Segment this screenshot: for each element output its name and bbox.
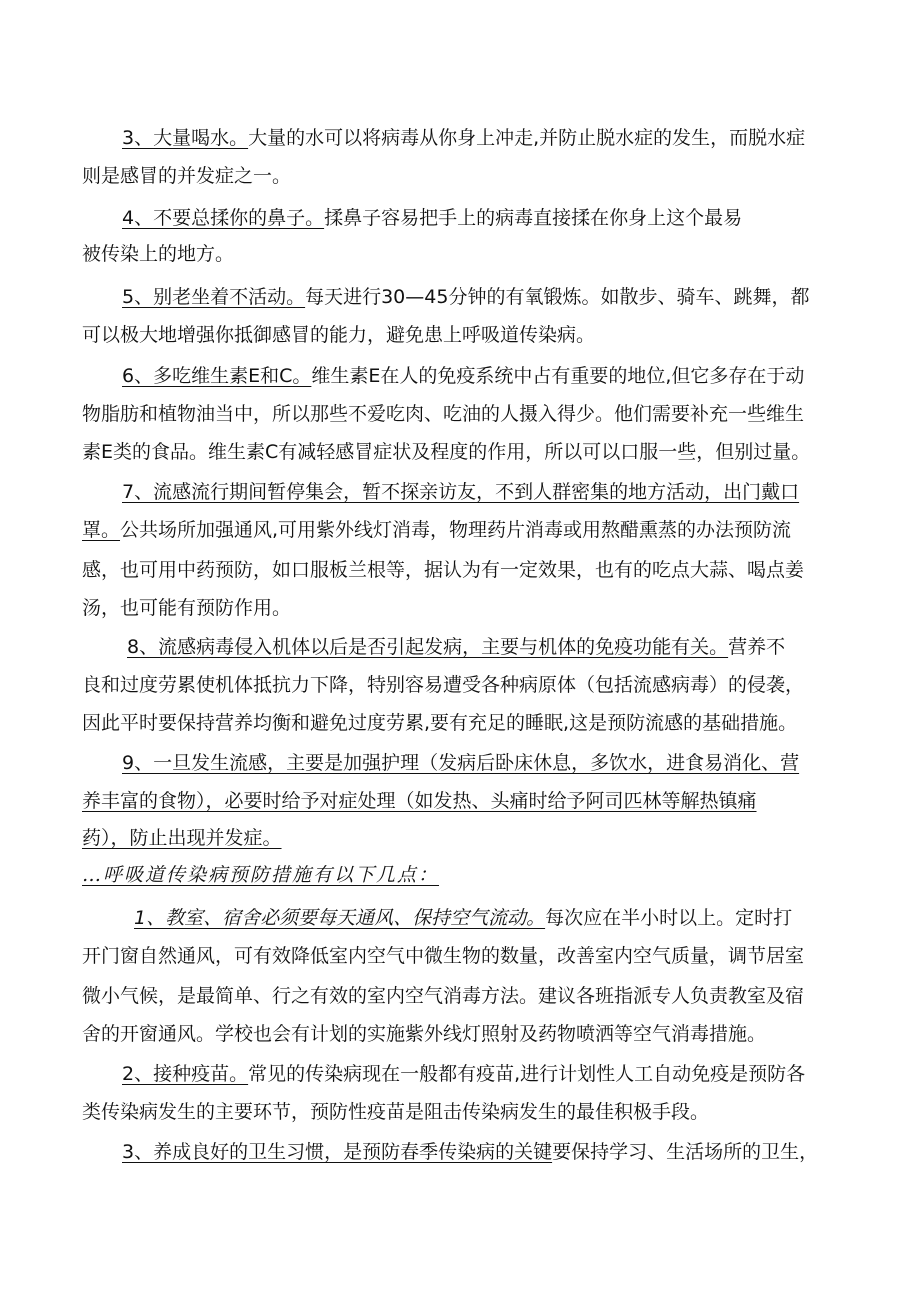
section-heading <box>82 862 439 890</box>
text-line <box>122 1061 805 1089</box>
text-line <box>82 401 804 429</box>
underlined-text: 3、养成良好的卫生习惯，是预防春季传染病的关键 <box>122 1141 553 1163</box>
body-text: 公共场所加强通风,可用紫外线灯消毒，物理药片消毒或用熬醋熏蒸的办法预防流 <box>120 519 792 541</box>
text-line <box>82 825 282 853</box>
underlined-text: 1、教室、宿舍必须要每天通风、保持空气流动。 <box>134 907 546 929</box>
body-text: 大量的水可以将病毒从你身上冲走,并防止脱水症的发生，而脱水症 <box>248 127 806 149</box>
underlined-text: …呼吸道传染病预防措施有以下几点： <box>82 864 440 886</box>
body-text: 常见的传染病现在一般都有疫苗,进行计划性人工自动免疫是预防各 <box>248 1063 806 1085</box>
body-text: 则是感冒的并发症之一。 <box>82 165 292 187</box>
underlined-text: 2、接种疫苗。 <box>122 1063 249 1085</box>
body-text: 汤，也可能有预防作用。 <box>82 597 292 619</box>
text-line <box>82 710 797 738</box>
body-text: 微小气候，是最简单、行之有效的室内空气消毒方法。建议各班指派专人负责教室及宿 <box>82 985 805 1007</box>
text-line <box>122 205 742 233</box>
body-text: 要保持学习、生活场所的卫生， <box>552 1141 819 1163</box>
body-text: 舍的开窗通风。学校也会有计划的实施紫外线灯照射及药物喷洒等空气消毒措施。 <box>82 1023 767 1045</box>
text-line <box>122 479 799 507</box>
text-line <box>82 788 757 816</box>
text-line <box>82 943 804 971</box>
underlined-text: 8、流感病毒侵入机体以后是否引起发病，主要与机体的免疫功能有关。 <box>127 636 729 658</box>
text-line <box>122 750 799 778</box>
text-line <box>82 439 810 467</box>
body-text: 营养不 <box>728 636 786 658</box>
underlined-text: 4、不要总揉你的鼻子。 <box>122 207 325 229</box>
text-line <box>82 1099 709 1127</box>
body-text: 物脂肪和植物油当中，所以那些不爱吃肉、吃油的人摄入得少。他们需要补充一些维生 <box>82 403 805 425</box>
text-line <box>122 125 805 153</box>
underlined-text: 9、一旦发生流感，主要是加强护理（发病后卧床休息，多饮水，进食易消化、营 <box>122 752 800 774</box>
underlined-text: 养丰富的食物），必要时给予对症处理（如发热、头痛时给予阿司匹林等解热镇痛 <box>82 790 757 812</box>
text-line <box>127 634 785 662</box>
text-line <box>82 1021 766 1049</box>
underlined-text: 7、流感流行期间暂停集会，暂不探亲访友，不到人群密集的地方活动，出门戴口 <box>122 481 800 503</box>
body-text: 可以极大地增强你抵御感冒的能力，避免患上呼吸道传染病。 <box>82 324 596 346</box>
text-line <box>82 672 804 700</box>
text-line <box>82 595 291 623</box>
body-text: 维生素E在人的免疫系统中占有重要的地位,但它多存在于动 <box>311 365 805 387</box>
text-line <box>82 557 804 585</box>
text-line <box>82 163 291 191</box>
body-text: 被传染上的地方。 <box>82 243 235 265</box>
underlined-text: 5、别老坐着不活动。 <box>122 286 306 308</box>
text-line <box>82 241 234 269</box>
body-text: 开门窗自然通风，可有效降低室内空气中微生物的数量，改善室内空气质量，调节居室 <box>82 945 805 967</box>
underlined-text: 3、大量喝水。 <box>122 127 249 149</box>
text-line <box>122 363 804 391</box>
underlined-text: 罩。 <box>82 519 121 541</box>
body-text: 类传染病发生的主要环节，预防性疫苗是阻击传染病发生的最佳积极手段。 <box>82 1101 710 1123</box>
underlined-text: 药），防止出现并发症。 <box>82 827 282 849</box>
body-text: 揉鼻子容易把手上的病毒直接揉在你身上这个最易 <box>324 207 743 229</box>
body-text: 感，也可用中药预防，如口服板兰根等，据认为有一定效果，也有的吃点大蒜、喝点姜 <box>82 559 805 581</box>
text-line <box>82 322 595 350</box>
underlined-text: 6、多吃维生素E和C。 <box>122 365 312 387</box>
text-line <box>134 905 792 933</box>
text-line <box>122 1139 818 1167</box>
body-text: 素E类的食品。维生素C有减轻感冒症状及程度的作用，所以可以口服一些，但别过量。 <box>82 441 811 463</box>
body-text: 每天进行30—45分钟的有氧锻炼。如散步、骑车、跳舞，都 <box>305 286 810 308</box>
body-text: 每次应在半小时以上。定时打 <box>545 907 793 929</box>
text-line <box>82 517 791 545</box>
text-line <box>82 983 804 1011</box>
body-text: 因此平时要保持营养均衡和避免过度劳累,要有充足的睡眠,这是预防流感的基础措施。 <box>82 712 798 734</box>
text-line <box>122 284 809 312</box>
body-text: 良和过度劳累使机体抵抗力下降，特别容易遭受各种病原体（包括流感病毒）的侵袭， <box>82 674 805 696</box>
